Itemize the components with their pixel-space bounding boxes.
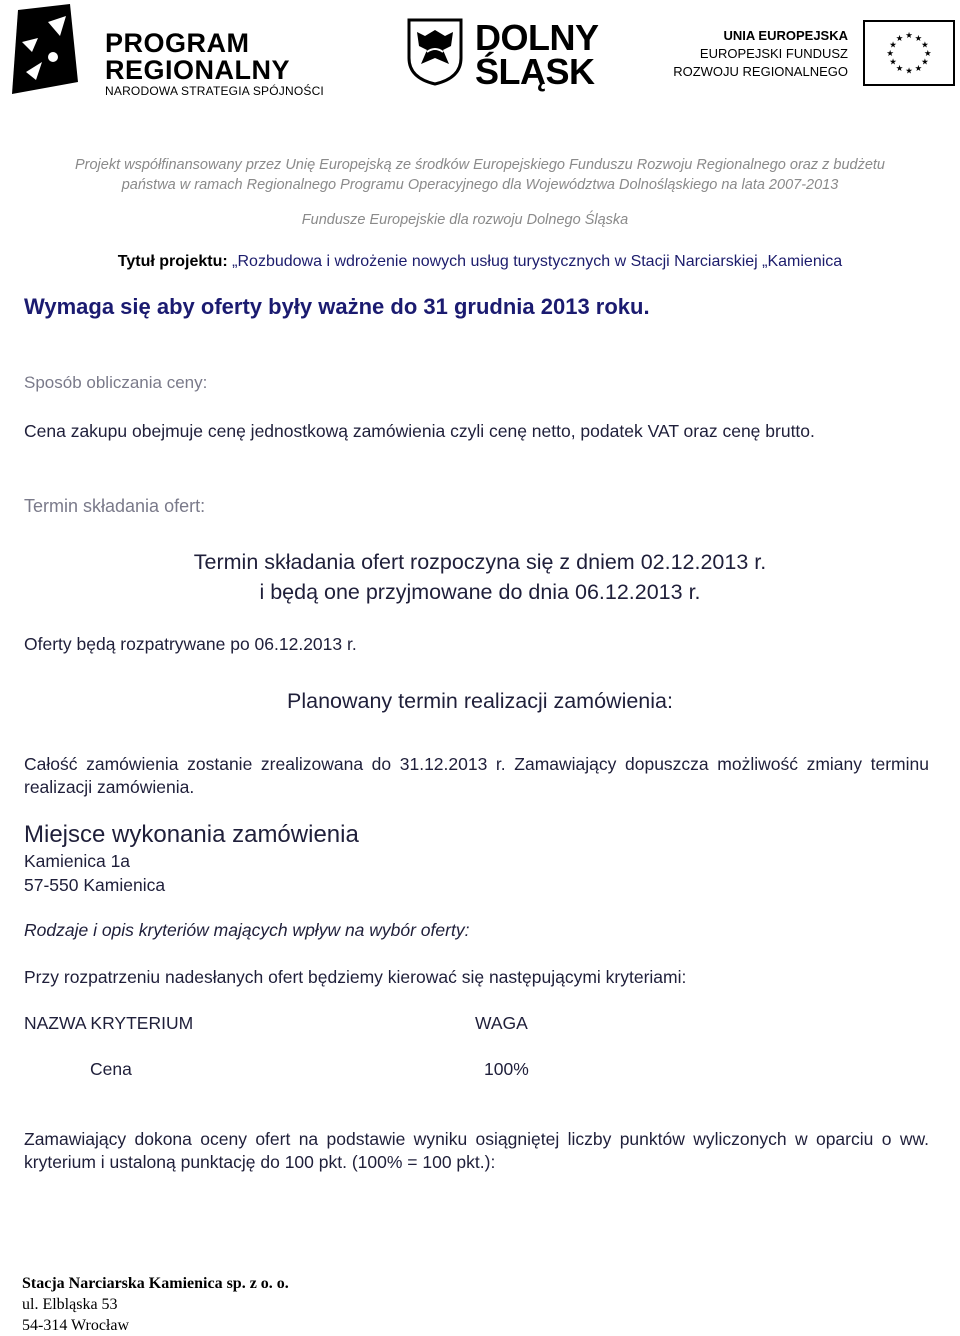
criteria-row-name: Cena bbox=[90, 1059, 132, 1079]
realization-text: Całość zamówienia zostanie zrealizowana do 31.12.2013 r. Zamawiający dopuszcza możliwość zmiany terminu realizacji zamówienia. bbox=[24, 754, 929, 797]
svg-text:★: ★ bbox=[895, 32, 904, 43]
eagle-crest-icon bbox=[405, 18, 465, 86]
project-title-text: „Rozbudowa i wdrożenie nowych usług turystycznych w Stacji Narciarskiej „Kamienica bbox=[227, 253, 843, 270]
place-line1: Kamienica 1a bbox=[24, 851, 131, 871]
program-logo-line2: REGIONALNY bbox=[105, 55, 291, 85]
dolny-slask-line1: DOLNY bbox=[475, 17, 599, 58]
validity-heading: Wymaga się aby oferty były ważne do 31 grudnia 2013 roku. bbox=[24, 294, 650, 319]
svg-text:★: ★ bbox=[914, 62, 923, 73]
eu-logo bbox=[673, 20, 955, 88]
deadline-line1: Termin składania ofert rozpoczyna się z dniem 02.12.2013 r. bbox=[193, 550, 767, 574]
slogan: Fundusze Europejskie dla rozwoju Dolnego Śląska bbox=[301, 212, 629, 228]
program-regionalny-logo bbox=[8, 2, 338, 102]
footer-company: Stacja Narciarska Kamienica sp. z o. o. bbox=[22, 1275, 289, 1292]
svg-text:★: ★ bbox=[905, 65, 913, 76]
place-line2: 57-550 Kamienica bbox=[24, 875, 166, 895]
cofinancing-line1: Projekt współfinansowany przez Unię Europejską ze środków Europejskiego Funduszu Rozwoju Regionalnego oraz z budżetu bbox=[74, 157, 886, 173]
dolny-slask-logo bbox=[405, 17, 615, 92]
svg-text:★: ★ bbox=[895, 62, 904, 73]
project-title bbox=[0, 253, 960, 271]
footer-city: 54-314 Wrocław bbox=[22, 1317, 130, 1334]
svg-text:★: ★ bbox=[921, 39, 929, 50]
program-logo-line1: PROGRAM bbox=[105, 28, 250, 58]
svg-text:★: ★ bbox=[923, 47, 932, 58]
realization-heading: Planowany termin realizacji zamówienia: bbox=[287, 689, 673, 713]
deadline-line2: i będą one przyjmowane do dnia 06.12.2013 r. bbox=[259, 580, 701, 604]
eu-logo-line1: UNIA EUROPEJSKA bbox=[723, 28, 848, 43]
program-logo-line3: NARODOWA STRATEGIA SPÓJNOŚCI bbox=[105, 84, 324, 98]
project-title-label: Tytuł projektu: bbox=[117, 253, 228, 270]
scoring-text: Zamawiający dokona oceny ofert na podstawie wyniku osiągniętej liczby punktów wyliczonych w oparciu o ww. kryterium i ustaloną punktację do 100 pkt. (100% = 100 pkt.): bbox=[24, 1129, 929, 1172]
svg-text:★: ★ bbox=[905, 29, 913, 40]
svg-text:★: ★ bbox=[889, 39, 897, 50]
place-heading: Miejsce wykonania zamówienia bbox=[24, 821, 359, 848]
pricing-text: Cena zakupu obejmuje cenę jednostkową zamówienia czyli cenę netto, podatek VAT oraz cenę brutto. bbox=[24, 421, 815, 441]
dolny-slask-line2: ŚLĄSK bbox=[475, 51, 595, 92]
footer-street: ul. Elbląska 53 bbox=[22, 1296, 118, 1313]
deadline-heading: Termin składania ofert: bbox=[24, 496, 206, 516]
criteria-column-weight: WAGA bbox=[475, 1013, 528, 1033]
svg-text:★: ★ bbox=[886, 47, 895, 58]
svg-text:★: ★ bbox=[914, 32, 923, 43]
review-date: Oferty będą rozpatrywane po 06.12.2013 r. bbox=[24, 634, 357, 654]
svg-text:★: ★ bbox=[889, 56, 897, 67]
cofinancing-line2: państwa w ramach Regionalnego Programu Operacyjnego dla Województwa Dolnośląskiego na lata 2007-2013 bbox=[121, 177, 839, 193]
cofinancing-notice bbox=[0, 155, 960, 195]
criteria-intro: Przy rozpatrzeniu nadesłanych ofert będziemy kierować się następującymi kryteriami: bbox=[24, 967, 687, 987]
criteria-row-weight: 100% bbox=[484, 1059, 529, 1079]
criteria-column-name: NAZWA KRYTERIUM bbox=[24, 1013, 194, 1033]
eu-logo-line3: ROZWOJU REGIONALNEGO bbox=[673, 64, 848, 79]
program-regionalny-emblem-icon bbox=[8, 2, 88, 97]
criteria-heading: Rodzaje i opis kryteriów mających wpływ na wybór oferty: bbox=[24, 920, 470, 940]
footer-address bbox=[22, 1273, 289, 1336]
eu-flag-icon bbox=[863, 20, 955, 86]
eu-logo-line2: EUROPEJSKI FUNDUSZ bbox=[699, 46, 848, 61]
pricing-heading: Sposób obliczania ceny: bbox=[24, 373, 208, 392]
svg-text:★: ★ bbox=[921, 56, 929, 67]
